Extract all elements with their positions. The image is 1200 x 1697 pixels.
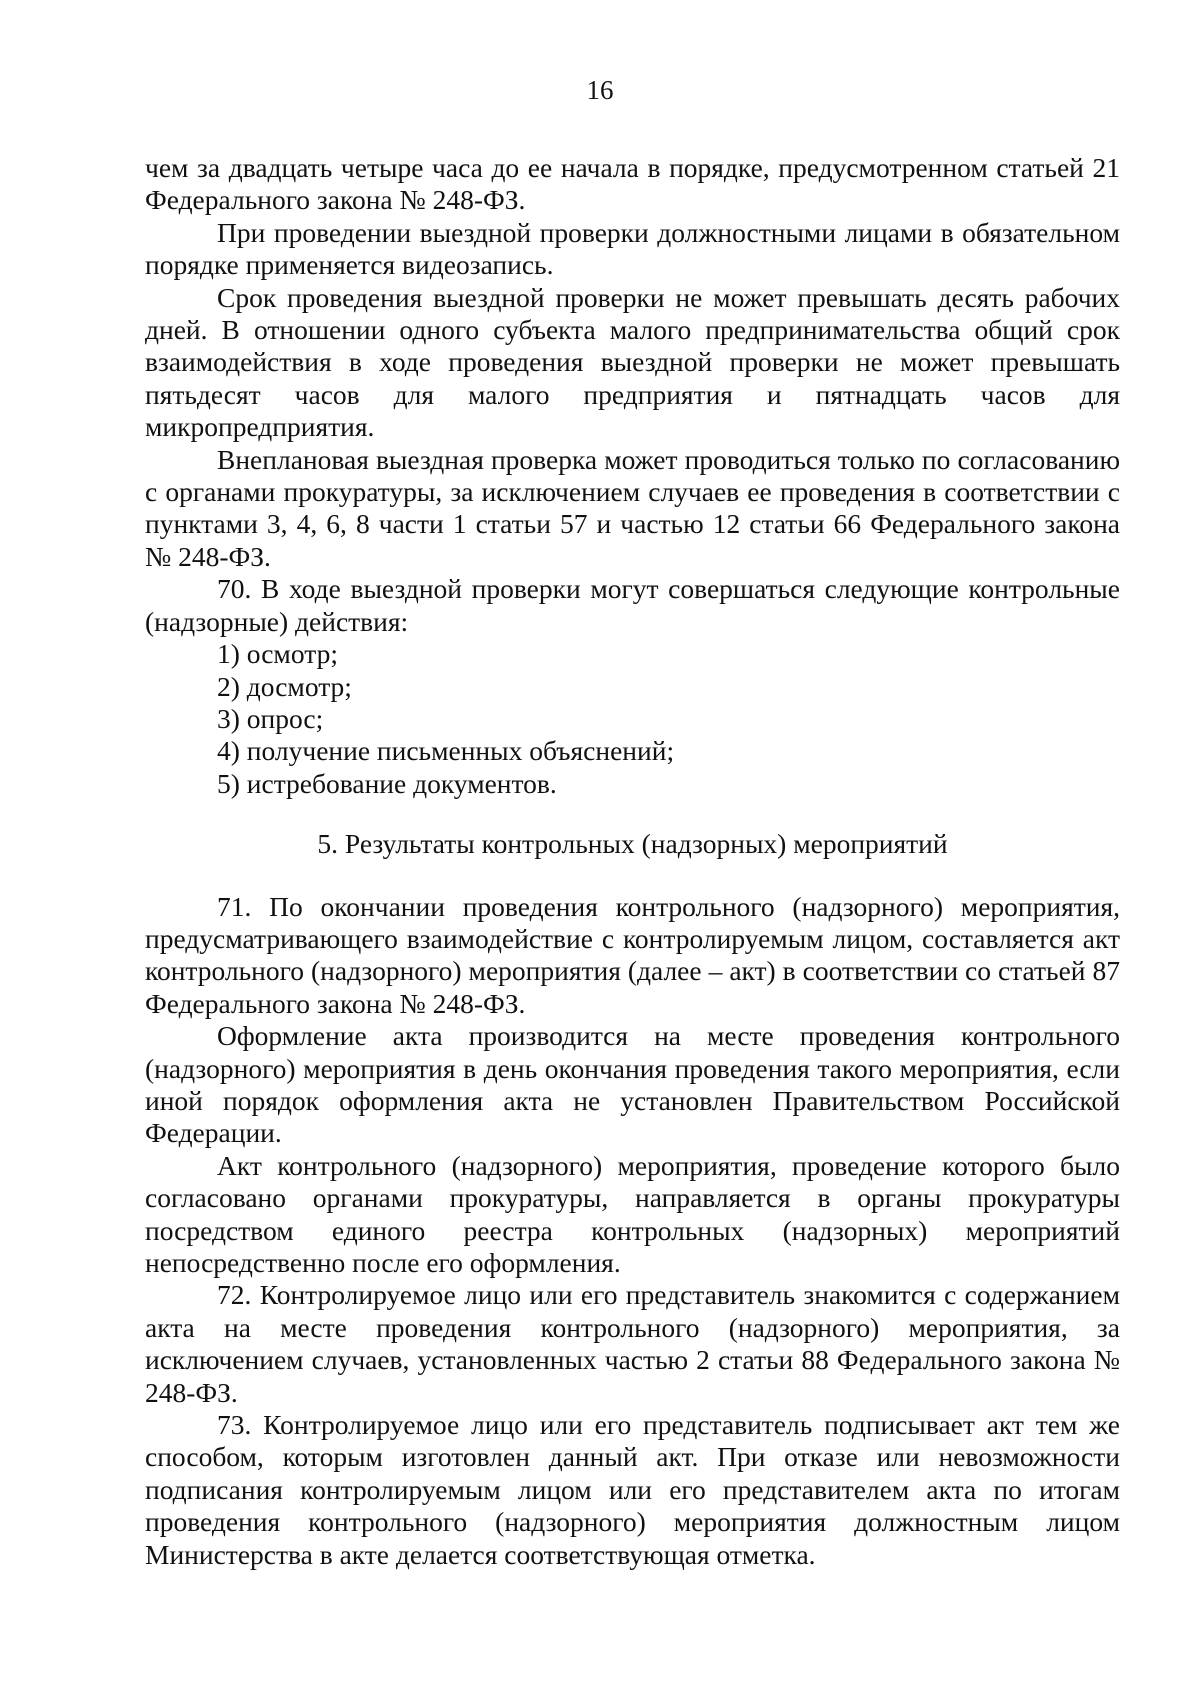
paragraph-item-72: 72. Контролируемое лицо или его представитель знакомится с содержанием акта на месте проведения контрольного (надзорного) мероприятия, за исключением случаев, установленных частью 2 статьи 88 Федерального закона № 248-ФЗ.	[145, 1279, 1120, 1408]
paragraph-act-prosecution: Акт контрольного (надзорного) мероприятия, проведение которого было согласовано органами прокуратуры, направляется в органы прокуратуры посредством единого реестра контрольных (надзорных) мероприятий непосредственно после его оформления.	[145, 1149, 1120, 1278]
list-item: 1) осмотр;	[217, 638, 338, 670]
paragraph-item-70: 70. В ходе выездной проверки могут совершаться следующие контрольные (надзорные) действия:	[145, 573, 1120, 637]
paragraph-continuation: чем за двадцать четыре часа до ее начала в порядке, предусмотренном статьей 21 Федерального закона № 248-ФЗ.	[145, 152, 1120, 216]
list-item: 2) досмотр;	[217, 670, 352, 702]
page-number: 16	[586, 75, 614, 105]
paragraph-act-execution: Оформление акта производится на месте проведения контрольного (надзорного) мероприятия в день окончания проведения такого мероприятия, если иной порядок оформления акта не установлен Правительством Российской Федерации.	[145, 1020, 1120, 1149]
paragraph-unscheduled-inspection: Внеплановая выездная проверка может проводиться только по согласованию с органами прокуратуры, за исключением случаев ее проведения в соответствии с пунктами 3, 4, 6, 8 части 1 статьи 57 и частью 12 статьи 66 Федерального закона № 248-ФЗ.	[145, 443, 1120, 572]
paragraph-video-recording: При проведении выездной проверки должностными лицами в обязательном порядке применяется видеозапись.	[145, 216, 1120, 281]
section-heading: 5. Результаты контрольных (надзорных) мероприятий	[317, 828, 948, 860]
list-item: 3) опрос;	[217, 702, 324, 734]
list-item: 4) получение письменных объяснений;	[217, 735, 675, 767]
document-body	[145, 152, 1120, 1571]
paragraph-item-71: 71. По окончании проведения контрольного (надзорного) мероприятия, предусматривающего взаимодействие с контролируемым лицом, составляется акт контрольного (надзорного) мероприятия (далее – акт) в соответствии со статьей 87 Федерального закона № 248-ФЗ.	[145, 890, 1120, 1019]
paragraph-item-73: 73. Контролируемое лицо или его представитель подписывает акт тем же способом, которым изготовлен данный акт. При отказе или невозможности подписания контролируемым лицом или его представителем акта по итогам проведения контрольного (надзорного) мероприятия должностным лицом Министерства в акте делается соответствующая отметка.	[145, 1409, 1120, 1570]
list-item: 5) истребование документов.	[217, 767, 557, 799]
paragraph-inspection-duration: Срок проведения выездной проверки не может превышать десять рабочих дней. В отношении одного субъекта малого предпринимательства общий срок взаимодействия в ходе проведения выездной проверки не может превышать пятьдесят часов для малого предприятия и пятнадцать часов для микропредприятия.	[145, 281, 1120, 443]
